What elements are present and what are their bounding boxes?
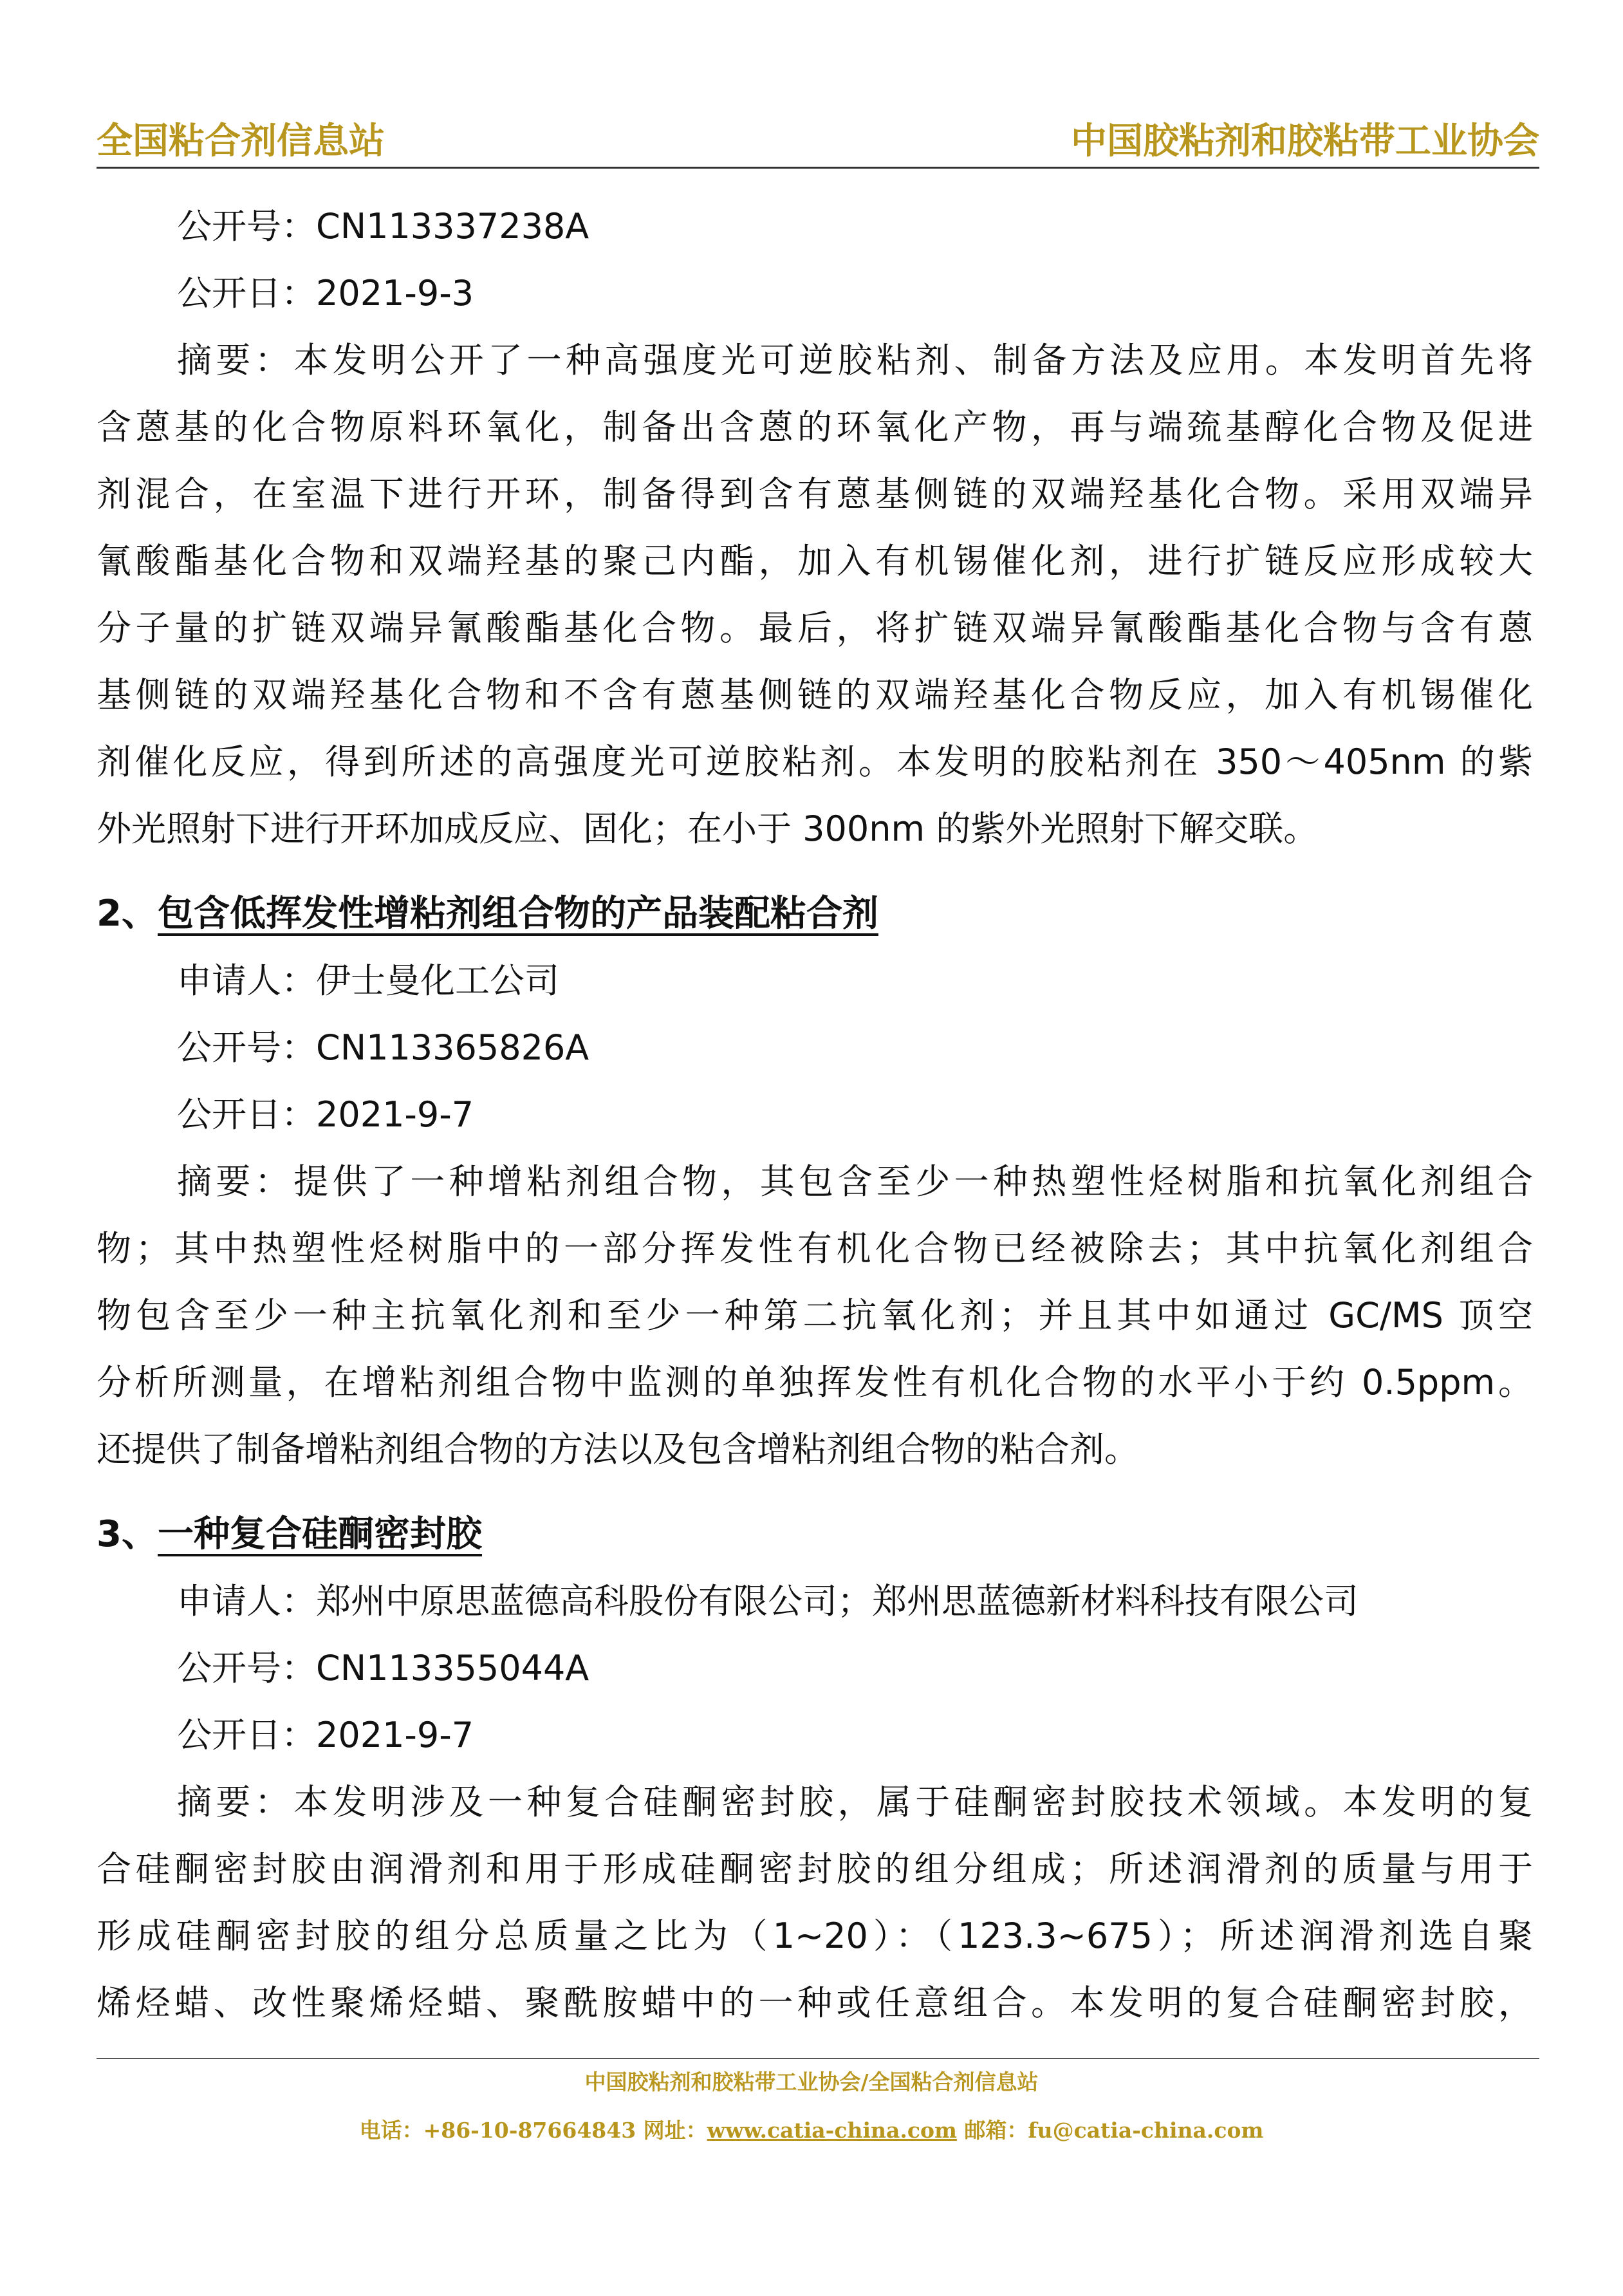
- publication-number: 公开号：CN113337238A: [177, 206, 589, 247]
- publication-number: 公开号：CN113355044A: [177, 1648, 589, 1688]
- entry-heading: [97, 1501, 1533, 1568]
- document-body: [97, 193, 1533, 2037]
- entry-title: 一种复合硅酮密封胶: [157, 1513, 482, 1555]
- patent-entry-1: [97, 193, 1533, 863]
- page-header: [97, 115, 1539, 167]
- abstract-line: 外光照射下进行开环加成反应、固化；在小于 300nm 的紫外光照射下解交联。: [97, 808, 1319, 849]
- publication-date: 公开日：2021-9-7: [177, 1094, 474, 1135]
- footer-website-link[interactable]: www.catia-china.com: [707, 2118, 957, 2143]
- abstract: [97, 1148, 1533, 1483]
- abstract-line: 分子量的扩链双端异氰酸酯基化合物。最后，将扩链双端异氰酸酯基化合物与含有蒽: [97, 608, 1533, 648]
- applicant: 申请人：伊士曼化工公司: [177, 960, 559, 1001]
- footer-contact: [0, 2114, 1623, 2147]
- abstract-line: 剂催化反应，得到所述的高强度光可逆胶粘剂。本发明的胶粘剂在 350～405nm 的紫: [97, 742, 1533, 782]
- publication-date: 公开日：2021-9-3: [177, 273, 474, 313]
- abstract: [97, 327, 1533, 863]
- publication-date: 公开日：2021-9-7: [177, 1715, 474, 1755]
- header-site-name: 全国粘合剂信息站: [97, 120, 385, 162]
- abstract-line: 剂混合，在室温下进行开环，制备得到含有蒽基侧链的双端羟基化合物。采用双端异: [97, 474, 1533, 514]
- abstract-line: 物包含至少一种主抗氧化剂和至少一种第二抗氧化剂；并且其中如通过 GC/MS 顶空: [97, 1295, 1533, 1336]
- entry-number: 3、: [97, 1513, 158, 1555]
- entry-heading: [97, 881, 1533, 947]
- patent-entry-2: [97, 881, 1533, 1483]
- abstract-line: 基侧链的双端羟基化合物和不含有蒽基侧链的双端羟基化合物反应，加入有机锡催化: [97, 675, 1533, 715]
- publication-number: 公开号：CN113365826A: [177, 1027, 589, 1068]
- abstract-line: 烯烃蜡、改性聚烯烃蜡、聚酰胺蜡中的一种或任意组合。本发明的复合硅酮密封胶，: [97, 1983, 1533, 2023]
- abstract-line: 氰酸酯基化合物和双端羟基的聚己内酯，加入有机锡催化剂，进行扩链反应形成较大: [97, 541, 1533, 581]
- footer-email: 邮箱：fu@catia-china.com: [956, 2118, 1264, 2143]
- patent-entry-3: [97, 1501, 1533, 2037]
- abstract-line: 摘要：提供了一种增粘剂组合物，其包含至少一种热塑性烃树脂和抗氧化剂组合: [177, 1161, 1533, 1202]
- header-divider: [97, 167, 1539, 169]
- abstract-line: 物；其中热塑性烃树脂中的一部分挥发性有机化合物已经被除去；其中抗氧化剂组合: [97, 1228, 1533, 1269]
- abstract-line: 分析所测量，在增粘剂组合物中监测的单独挥发性有机化合物的水平小于约 0.5ppm。: [97, 1362, 1533, 1403]
- entry-number: 2、: [97, 893, 158, 935]
- abstract-line: 还提供了制备增粘剂组合物的方法以及包含增粘剂组合物的粘合剂。: [97, 1429, 1139, 1470]
- abstract-line: 形成硅酮密封胶的组分总质量之比为（1~20）：（123.3~675）；所述润滑剂选自聚: [97, 1916, 1533, 1956]
- abstract-line: 摘要：本发明公开了一种高强度光可逆胶粘剂、制备方法及应用。本发明首先将: [177, 340, 1533, 380]
- footer-divider: [97, 2058, 1539, 2059]
- footer-organization: 中国胶粘剂和胶粘带工业协会/全国粘合剂信息站: [584, 2069, 1039, 2095]
- entry-title: 包含低挥发性增粘剂组合物的产品装配粘合剂: [157, 893, 878, 935]
- abstract-line: 摘要：本发明涉及一种复合硅酮密封胶，属于硅酮密封胶技术领域。本发明的复: [177, 1782, 1533, 1822]
- footer-phone: 电话：+86-10-87664843 网址：: [359, 2118, 707, 2143]
- abstract-line: 含蒽基的化合物原料环氧化，制备出含蒽的环氧化产物，再与端巯基醇化合物及促进: [97, 407, 1533, 447]
- abstract-line: 合硅酮密封胶由润滑剂和用于形成硅酮密封胶的组分组成；所述润滑剂的质量与用于: [97, 1849, 1533, 1889]
- header-association-name: 中国胶粘剂和胶粘带工业协会: [1071, 120, 1539, 162]
- applicant: 申请人：郑州中原思蓝德高科股份有限公司；郑州思蓝德新材料科技有限公司: [177, 1581, 1359, 1621]
- abstract: [97, 1769, 1533, 2037]
